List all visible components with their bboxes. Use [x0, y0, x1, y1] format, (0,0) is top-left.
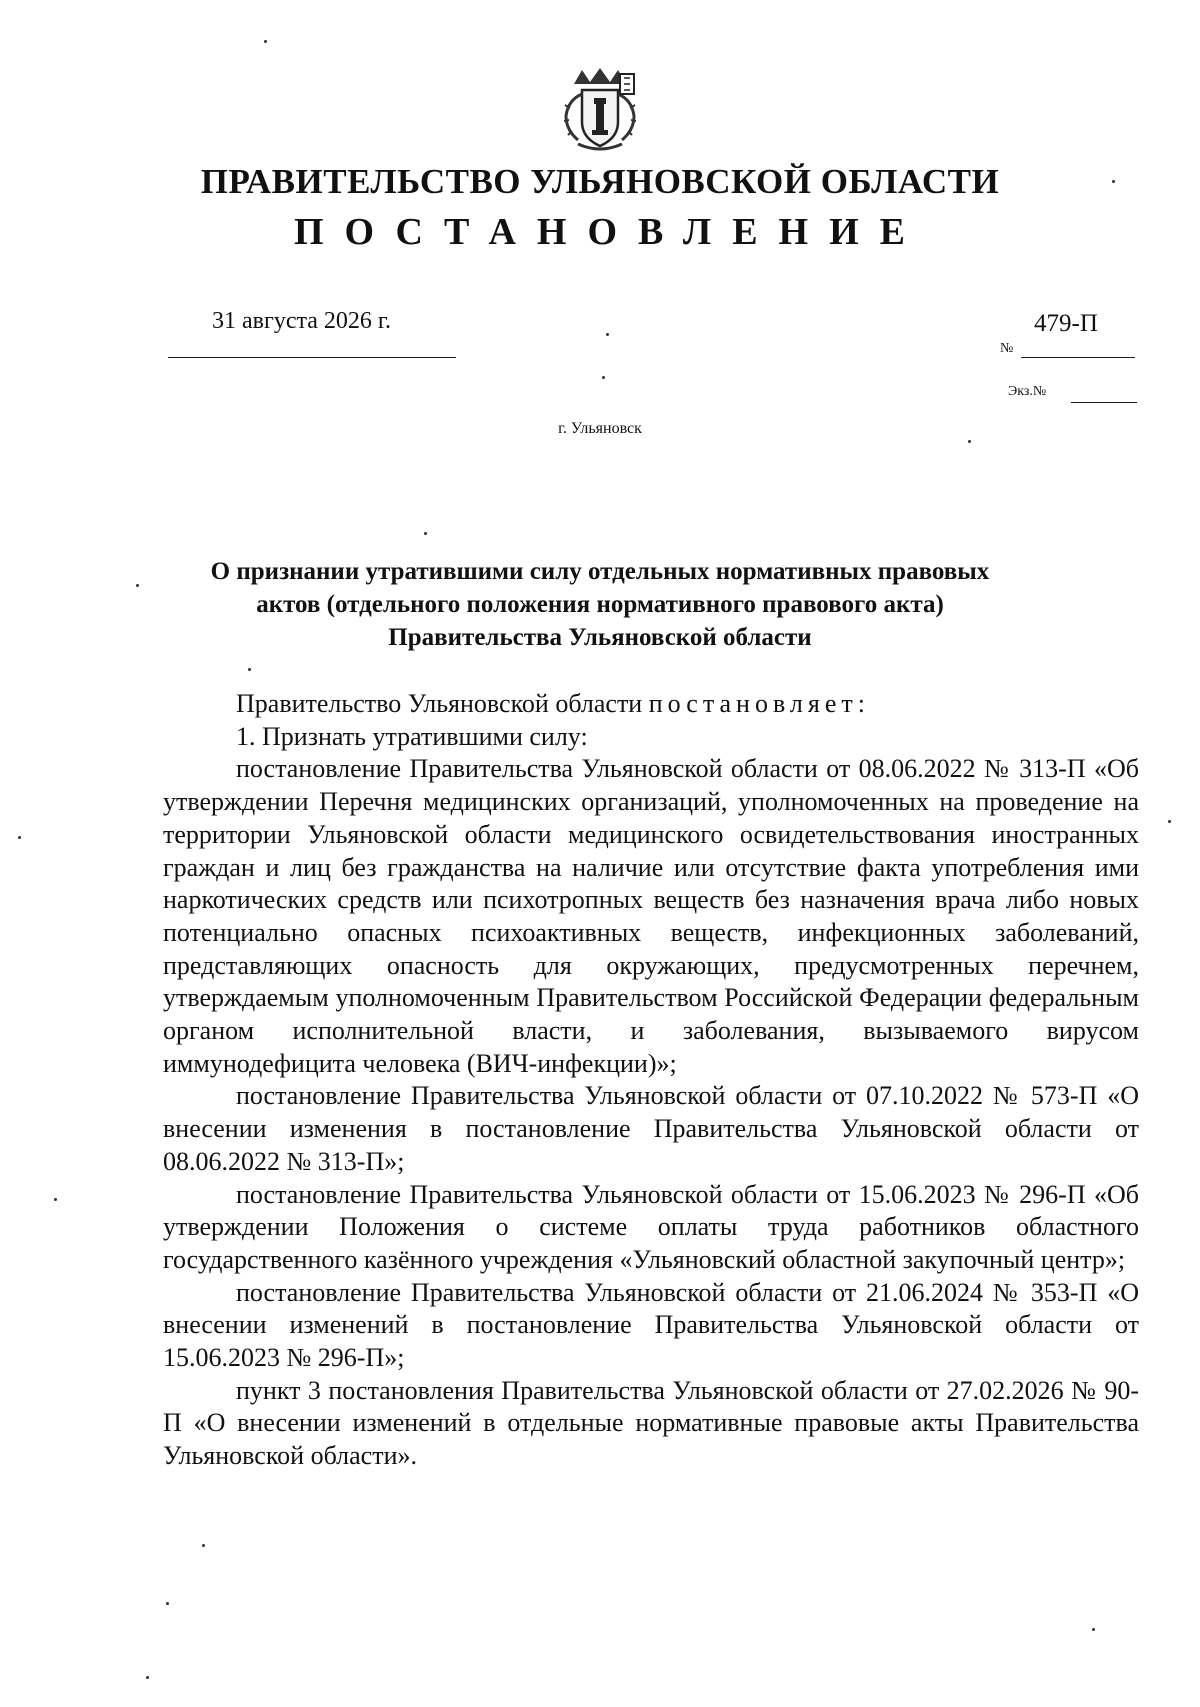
number-underline [1021, 357, 1135, 358]
item-1: 1. Признать утратившими силу: [236, 721, 588, 751]
government-title: ПРАВИТЕЛЬСТВО УЛЬЯНОВСКОЙ ОБЛАСТИ [200, 162, 1000, 201]
coat-of-arms-icon [560, 64, 640, 154]
preamble-paragraph [163, 688, 1139, 721]
scan-speck [606, 333, 609, 336]
copy-number-label: Экз.№ [1008, 384, 1047, 399]
scan-speck [424, 532, 427, 535]
preamble-colon: : [857, 689, 865, 718]
scan-speck [1092, 1628, 1095, 1631]
scan-speck [18, 836, 21, 839]
scan-speck [166, 1602, 169, 1605]
act-paragraph: постановление Правительства Ульяновской области от 08.06.2022 № 313-П «Об утверждении Перечня медицинских организаций, уполномоченных на проведение на территории Ульяновской области медицинского освидетельствования иностранных граждан и лиц без гражданства на наличие или отсутствие факта употребления ими наркотических средств или психотропных веществ без назначения врача либо новых потенциально опасных психоактивных веществ, инфекционных заболеваний, представляющих опасность для окружающих, предусмотренных перечнем, утверждаемым уполномоченным Правительством Российской Федерации федеральным органом исполнительной власти, и заболевания, вызываемого вирусом иммунодефицита человека (ВИЧ-инфекции)»; [163, 754, 1139, 1078]
scan-speck [248, 668, 251, 671]
scan-speck [54, 1198, 57, 1201]
scan-speck [1168, 820, 1171, 823]
preamble-text: Правительство Ульяновской области [236, 689, 649, 718]
scan-speck [202, 1544, 205, 1547]
document-number: 479-П [1034, 310, 1098, 337]
copy-number-underline [1071, 402, 1137, 403]
scan-speck [1112, 180, 1115, 183]
scan-speck [146, 1676, 149, 1679]
scan-speck [602, 376, 605, 379]
scan-speck [136, 584, 139, 587]
number-sign: № [1000, 341, 1014, 356]
document-body [163, 688, 1139, 1473]
document-date: 31 августа 2026 г. [212, 308, 392, 334]
city: г. Ульяновск [558, 420, 642, 437]
act-paragraph: постановление Правительства Ульяновской области от 07.10.2022 № 573-П «О внесении изменения в постановление Правительства Ульяновской области от 08.06.2022 № 313-П»; [163, 1081, 1139, 1176]
act-paragraph: постановление Правительства Ульяновской области от 21.06.2024 № 353-П «О внесении изменений в постановление Правительства Ульяновской области от 15.06.2023 № 296-П»; [163, 1277, 1139, 1373]
act-paragraph: постановление Правительства Ульяновской области от 15.06.2023 № 296-П «Об утверждении Положения о системе оплаты труда работников областного государственного казённого учреждения «Ульяновский областной закупочный центр»; [163, 1179, 1139, 1274]
preamble-verb: постановляет [648, 689, 858, 718]
document-type: ПОСТАНОВЛЕНИЕ [293, 211, 927, 253]
act-paragraph: пункт 3 постановления Правительства Ульяновской области от 27.02.2026 № 90-П «О внесении изменений в отдельные нормативные правовые акты Правительства Ульяновской области». [163, 1375, 1139, 1471]
document-subject: О признании утратившими силу отдельных нормативных правовых актов (отдельного положения нормативного правового акта) Правительства Ульяновской области [210, 558, 990, 651]
scan-speck [968, 440, 971, 443]
date-underline [168, 357, 456, 358]
scan-speck [264, 40, 267, 43]
